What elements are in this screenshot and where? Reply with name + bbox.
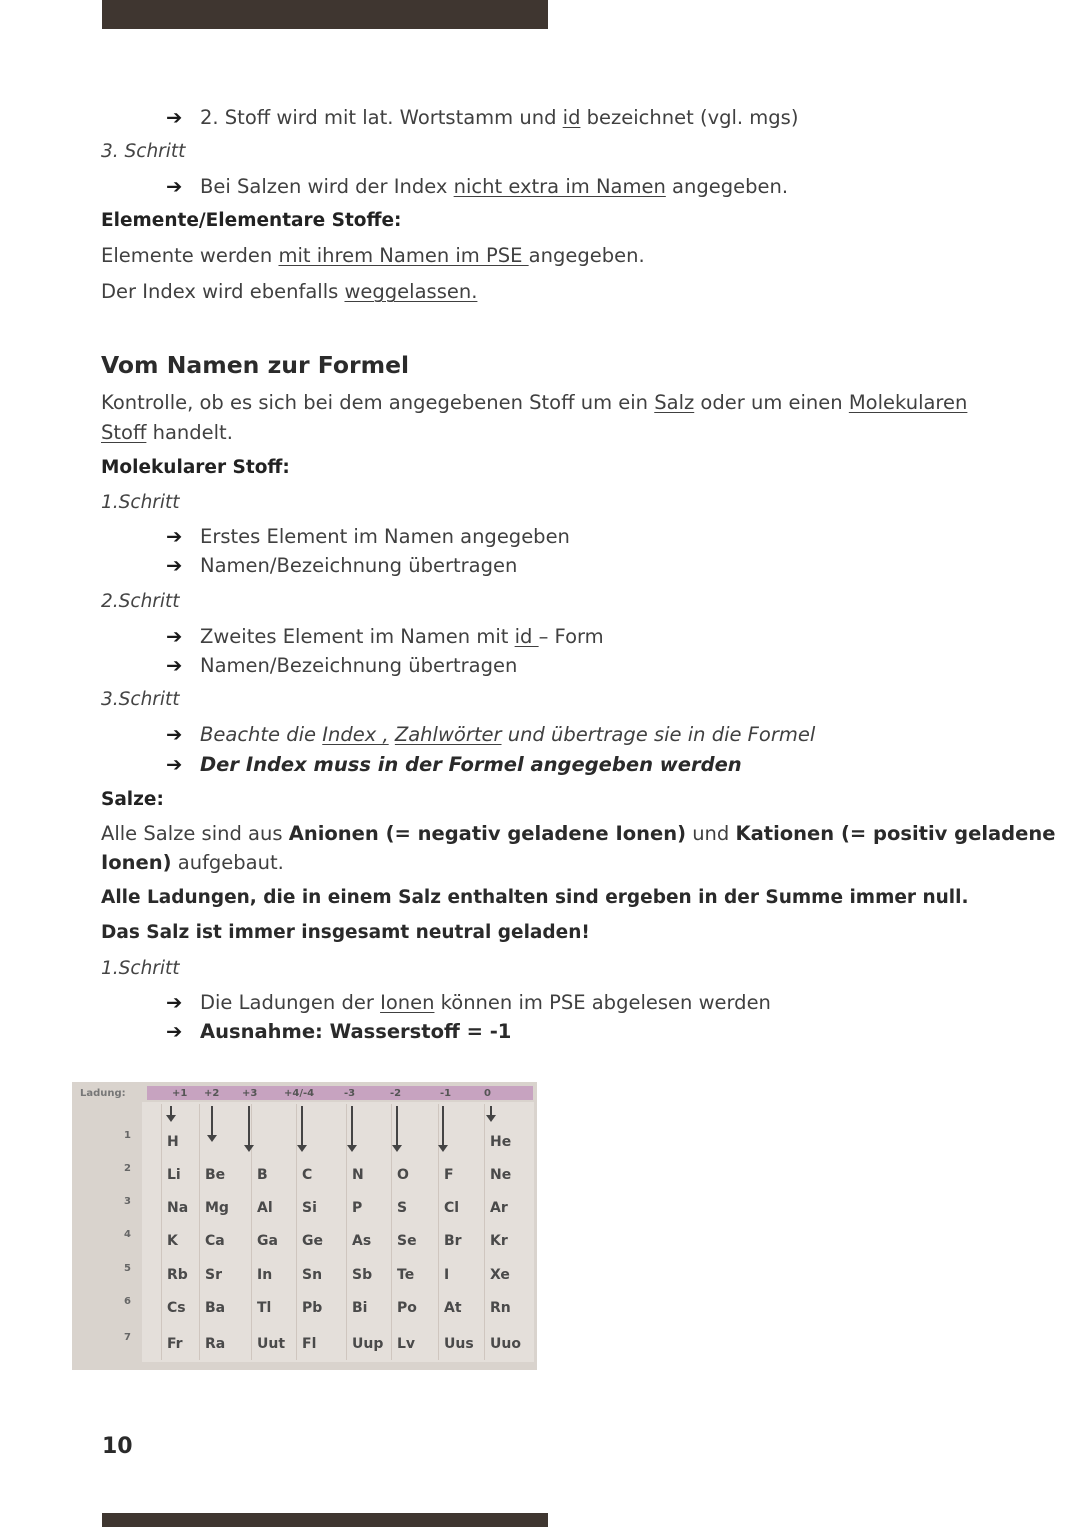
down-arrow-icon [490,1106,492,1116]
down-arrow-icon [396,1106,398,1146]
step-label: 1.Schritt [101,958,180,979]
paragraph-line: Alle Salze sind aus Anionen (= negativ geladene Ionen) und Kationen (= positiv geladene [101,822,1056,845]
grid-line [346,1104,347,1360]
element-symbol: Fr [167,1336,183,1352]
grid-line [199,1104,200,1360]
element-symbol: Ca [205,1233,225,1249]
element-symbol: Te [397,1267,415,1283]
header-bar [102,0,548,29]
section-title: Vom Namen zur Formel [101,351,410,379]
period-number: 1 [124,1130,131,1141]
down-arrow-icon [211,1106,213,1136]
element-symbol: Ga [257,1233,278,1249]
arrow-right-icon: ➔ [166,554,183,577]
step-label: 2.Schritt [101,591,180,612]
charge-value: -2 [390,1088,402,1099]
element-symbol: Ar [490,1200,508,1216]
charge-value: 0 [484,1088,491,1099]
arrow-right-icon: ➔ [166,723,183,746]
element-symbol: Sr [205,1267,222,1283]
bullet-line: ➔ Ausnahme: Wasserstoff = -1 [166,1020,512,1043]
charge-value: +3 [242,1088,258,1099]
element-symbol: Mg [205,1200,229,1216]
element-symbol: S [397,1200,408,1216]
element-symbol: Rb [167,1267,188,1283]
element-symbol: O [397,1167,409,1183]
element-symbol: H [167,1134,179,1150]
element-symbol: Sn [302,1267,323,1283]
element-grid [142,1102,534,1362]
element-symbol: Uus [444,1336,474,1352]
element-symbol: As [352,1233,372,1249]
element-symbol: Li [167,1167,181,1183]
bullet-line: ➔ Namen/Bezeichnung übertragen [166,554,518,577]
element-symbol: Se [397,1233,417,1249]
element-symbol: Uut [257,1336,286,1352]
arrow-right-icon: ➔ [166,106,183,129]
element-symbol: Uuo [490,1336,521,1352]
arrow-right-icon: ➔ [166,1020,183,1043]
footer-bar [102,1513,548,1527]
period-number: 2 [124,1163,131,1174]
element-symbol: Al [257,1200,273,1216]
bullet-line: ➔ Die Ladungen der Ionen können im PSE abgelesen werden [166,991,771,1014]
bullet-line: ➔ Zweites Element im Namen mit id – Form [166,625,604,648]
paragraph-line: Ionen) aufgebaut. [101,851,284,874]
element-symbol: Ne [490,1167,512,1183]
grid-line [161,1104,162,1360]
element-symbol: Bi [352,1300,368,1316]
period-number: 5 [124,1263,131,1274]
bullet-line: ➔ Namen/Bezeichnung übertragen [166,654,518,677]
period-number: 4 [124,1229,131,1240]
element-symbol: Be [205,1167,226,1183]
down-arrow-icon [351,1106,353,1146]
period-number: 7 [124,1332,131,1343]
step-label: 3. Schritt [101,141,186,162]
element-symbol: Xe [490,1267,510,1283]
down-arrow-icon [248,1106,250,1146]
element-symbol: Po [397,1300,417,1316]
charge-value: +4/-4 [284,1088,315,1099]
element-symbol: Kr [490,1233,508,1249]
element-symbol: Sb [352,1267,373,1283]
bullet-line: ➔ Bei Salzen wird der Index nicht extra im Namen angegeben. [166,175,789,198]
element-symbol: B [257,1167,268,1183]
element-symbol: Br [444,1233,462,1249]
down-arrow-icon [442,1106,444,1146]
element-symbol: Rn [490,1300,511,1316]
charge-label: Ladung: [80,1088,126,1099]
subheading: Molekularer Stoff: [101,457,290,478]
paragraph-line: Elemente werden mit ihrem Namen im PSE angegeben. [101,244,645,267]
element-symbol: Uup [352,1336,384,1352]
step-label: 3.Schritt [101,689,180,710]
paragraph-line: Der Index wird ebenfalls weggelassen. [101,280,478,303]
subheading: Elemente/Elementare Stoffe: [101,210,402,231]
arrow-right-icon: ➔ [166,991,183,1014]
period-number: 6 [124,1296,131,1307]
grid-line [484,1104,485,1360]
element-symbol: Si [302,1200,317,1216]
element-symbol: K [167,1233,178,1249]
element-symbol: Tl [257,1300,272,1316]
element-symbol: At [444,1300,462,1316]
element-symbol: In [257,1267,273,1283]
page-number: 10 [102,1434,133,1459]
element-symbol: Ge [302,1233,323,1249]
element-symbol: F [444,1167,454,1183]
step-label: 1.Schritt [101,492,180,513]
element-symbol: Fl [302,1336,317,1352]
element-symbol: Cl [444,1200,460,1216]
paragraph-line: Kontrolle, ob es sich bei dem angegebenen Stoff um ein Salz oder um einen Molekularen [101,391,968,414]
bullet-line: ➔ Der Index muss in der Formel angegeben werden [166,753,742,776]
arrow-right-icon: ➔ [166,175,183,198]
bullet-line: ➔ Erstes Element im Namen angegeben [166,525,570,548]
element-symbol: Pb [302,1300,323,1316]
bullet-line: ➔ 2. Stoff wird mit lat. Wortstamm und id bezeichnet (vgl. mgs) [166,106,799,129]
subheading: Salze: [101,789,164,810]
element-symbol: Cs [167,1300,186,1316]
period-number: 3 [124,1196,131,1207]
arrow-right-icon: ➔ [166,525,183,548]
grid-line [391,1104,392,1360]
charge-value: -1 [440,1088,452,1099]
charge-value: -3 [344,1088,356,1099]
element-symbol: Ba [205,1300,226,1316]
paragraph-line: Das Salz ist immer insgesamt neutral geladen! [101,922,590,943]
grid-line [296,1104,297,1360]
element-symbol: Lv [397,1336,416,1352]
paragraph-line: Stoff handelt. [101,421,233,444]
bullet-line: ➔ Beachte die Index , Zahlwörter und übertrage sie in die Formel [166,723,816,746]
arrow-right-icon: ➔ [166,753,183,776]
down-arrow-icon [170,1106,172,1116]
grid-line [251,1104,252,1360]
element-symbol: I [444,1267,450,1283]
paragraph-line: Alle Ladungen, die in einem Salz enthalten sind ergeben in der Summe immer null. [101,887,969,908]
arrow-right-icon: ➔ [166,654,183,677]
charge-value: +2 [204,1088,220,1099]
charge-value: +1 [172,1088,188,1099]
down-arrow-icon [301,1106,303,1146]
element-symbol: He [490,1134,512,1150]
periodic-table-image [72,1082,537,1370]
arrow-right-icon: ➔ [166,625,183,648]
grid-line [438,1104,439,1360]
element-symbol: Na [167,1200,189,1216]
element-symbol: P [352,1200,363,1216]
element-symbol: Ra [205,1336,226,1352]
element-symbol: N [352,1167,364,1183]
element-symbol: C [302,1167,313,1183]
